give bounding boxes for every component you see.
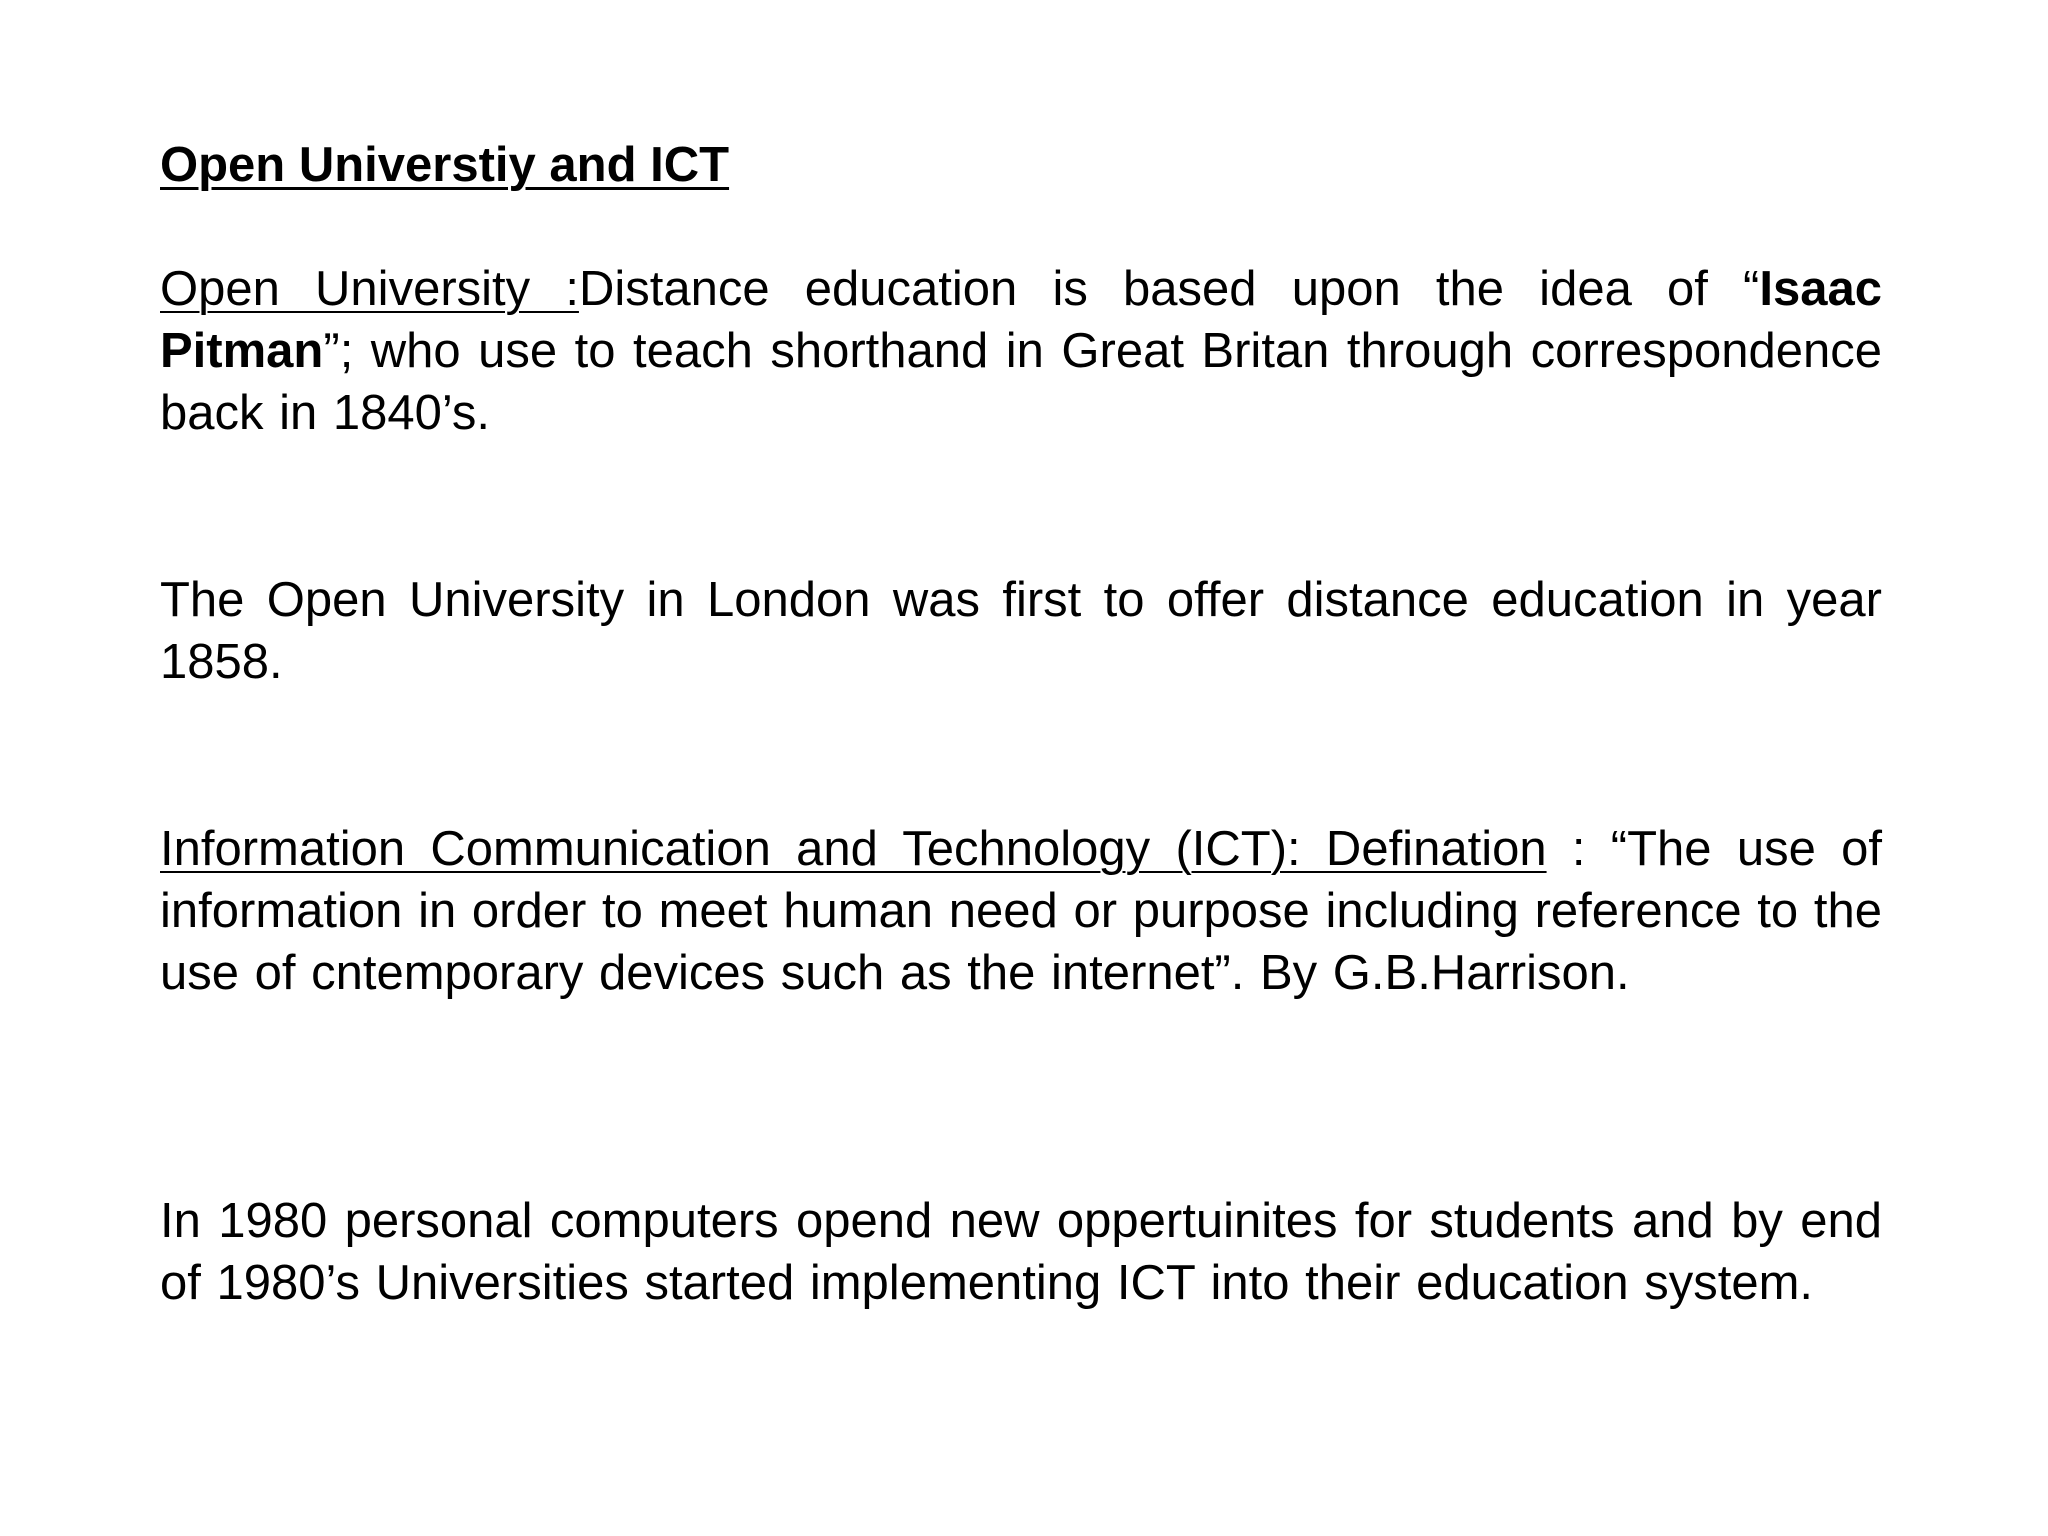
paragraph-london-1858: The Open University in London was first to offer distance education in year 1858.	[160, 573, 1882, 689]
isaac-pitman-name: Isaac Pitman	[160, 262, 1882, 378]
open-university-text-end: ”; who use to teach shorthand in Great Britan through correspondence back in 1840’s.	[160, 324, 1882, 440]
open-university-label: Open University :	[160, 262, 579, 316]
paragraph-ict-definition	[160, 818, 1882, 1004]
ict-definition-text: : “The use of information in order to meet human need or purpose including reference to the use of cntemporary devices such as the internet”. By G.B.Harrison.	[160, 822, 1882, 1000]
paragraph-1980-computers: In 1980 personal computers opend new oppertuinites for students and by end of 1980’s Universities started implementing ICT into their education system.	[160, 1194, 1882, 1310]
document-page	[160, 0, 1882, 1536]
paragraph-open-university	[160, 258, 1882, 444]
open-university-text-start: Distance education is based upon the idea of “	[578, 262, 1760, 316]
ict-definition-label: Information Communication and Technology (ICT): Defination	[160, 822, 1547, 876]
document-title: Open Universtiy and ICT	[160, 138, 730, 192]
